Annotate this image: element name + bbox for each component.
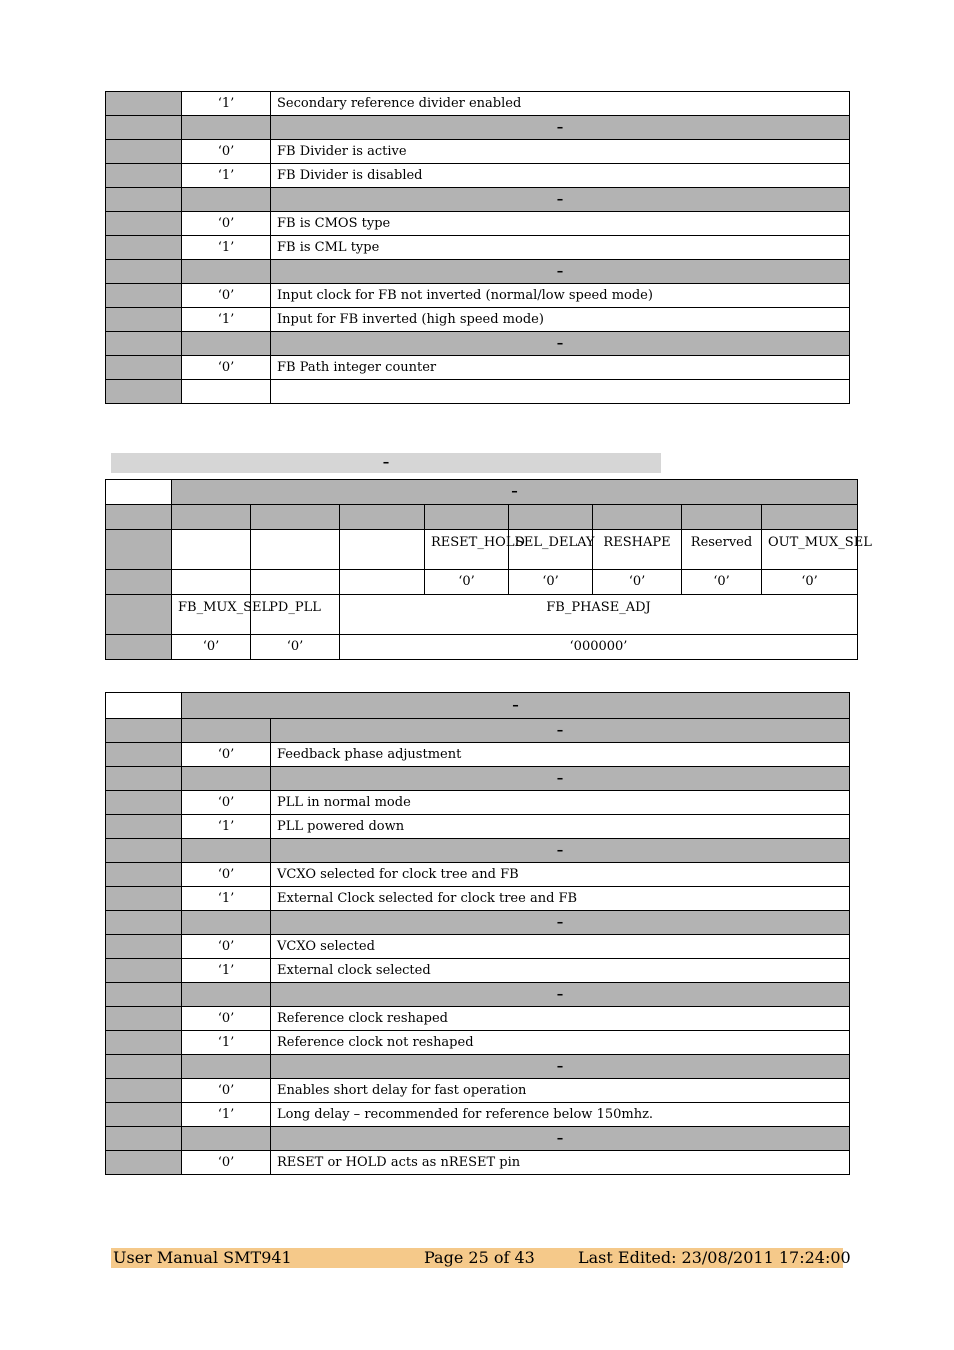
default-fb-mux-sel: ‘0’ — [172, 635, 251, 660]
field-cell — [182, 839, 271, 863]
value-row — [106, 92, 850, 116]
bit-description: VCXO selected for clock tree and FB — [271, 863, 850, 887]
value-row — [106, 1031, 850, 1055]
bit-label-cell — [106, 815, 182, 839]
bit-value: ‘0’ — [182, 743, 271, 767]
field-cell — [182, 332, 271, 356]
bit-label-cell — [106, 719, 182, 743]
bit-description: RESET or HOLD acts as nRESET pin — [271, 1151, 850, 1175]
field-cell — [182, 260, 271, 284]
field-title: – — [271, 1127, 850, 1151]
register-map-table — [105, 479, 872, 660]
bit-label-cell — [106, 1007, 182, 1031]
bit-description: FB is CMOS type — [271, 212, 850, 236]
value-row — [106, 1151, 850, 1175]
bit-description: Feedback phase adjustment — [271, 743, 850, 767]
default-reset-hold: ‘0’ — [425, 570, 509, 595]
register-header: – — [172, 480, 858, 505]
footer-last-edited: Last Edited: 23/08/2011 17:24:00 — [578, 1248, 851, 1267]
value-row — [106, 743, 850, 767]
register-bits-table-1 — [105, 91, 850, 404]
field-header-row — [106, 839, 850, 863]
bit-label-cell — [106, 356, 182, 380]
field-title: – — [271, 839, 850, 863]
field-title: – — [271, 1055, 850, 1079]
bit-label-cell — [106, 767, 182, 791]
value-row — [106, 1079, 850, 1103]
bit-value: ‘1’ — [182, 815, 271, 839]
bit-description: Reference clock reshaped — [271, 1007, 850, 1031]
bit-description: PLL in normal mode — [271, 791, 850, 815]
field-header-row — [106, 116, 850, 140]
value-row — [106, 164, 850, 188]
bit-name-sel-delay: SEL_DELAY — [509, 530, 593, 570]
footer-page-number: Page 25 of 43 — [424, 1248, 535, 1267]
bit-label-cell — [106, 284, 182, 308]
bit-label-cell — [106, 1127, 182, 1151]
bit-description: Input clock for FB not inverted (normal/low speed mode) — [271, 284, 850, 308]
default-cell — [172, 570, 251, 595]
bit-description: External clock selected — [271, 959, 850, 983]
bit-value: ‘1’ — [182, 308, 271, 332]
field-cell — [182, 767, 271, 791]
bit-label-cell — [106, 743, 182, 767]
bit-index-cell — [509, 505, 593, 530]
bit-description: FB Divider is disabled — [271, 164, 850, 188]
bit-name-cell — [251, 530, 340, 570]
bit-index-cell — [682, 505, 762, 530]
bit-label-cell — [106, 164, 182, 188]
bit-name-reshape: RESHAPE — [593, 530, 682, 570]
bit-description: Reference clock not reshaped — [271, 1031, 850, 1055]
bit-label-cell — [106, 911, 182, 935]
field-title: – — [271, 332, 850, 356]
bit-name-pd-pll: PD_PLL — [251, 595, 340, 635]
bit-label-cell — [106, 887, 182, 911]
corner-cell — [106, 480, 172, 505]
default-fb-phase-adj: ‘000000’ — [340, 635, 858, 660]
field-cell — [182, 983, 271, 1007]
bit-description: PLL powered down — [271, 815, 850, 839]
value-row — [106, 284, 850, 308]
bit-label-cell — [106, 140, 182, 164]
bit-description: Long delay – recommended for reference below 150mhz. — [271, 1103, 850, 1127]
default-cell — [340, 570, 425, 595]
bit-label-cell — [106, 839, 182, 863]
bit-value: ‘0’ — [182, 1151, 271, 1175]
bit-value: ‘0’ — [182, 935, 271, 959]
value-row — [106, 935, 850, 959]
field-title: – — [271, 983, 850, 1007]
bit-index-cell — [251, 505, 340, 530]
page-footer — [111, 1248, 851, 1268]
bit-name-fb-phase-adj: FB_PHASE_ADJ — [340, 595, 858, 635]
bit-label-cell — [106, 791, 182, 815]
bit-label-cell — [106, 116, 182, 140]
bit-label-cell — [106, 212, 182, 236]
field-title: – — [271, 188, 850, 212]
bit-value: ‘0’ — [182, 1079, 271, 1103]
bit-index-cell — [340, 505, 425, 530]
bit-label-cell — [106, 983, 182, 1007]
default-sel-delay: ‘0’ — [509, 570, 593, 595]
bit-description: FB Divider is active — [271, 140, 850, 164]
bit-label-cell — [106, 308, 182, 332]
field-header-row — [106, 911, 850, 935]
value-row — [106, 959, 850, 983]
register-header: – — [182, 693, 850, 719]
bit-name-label — [106, 595, 172, 635]
field-header-row — [106, 260, 850, 284]
value-row — [106, 1007, 850, 1031]
value-row — [106, 380, 850, 404]
bit-index-cell — [762, 505, 858, 530]
bit-value: ‘1’ — [182, 959, 271, 983]
bit-value: ‘0’ — [182, 284, 271, 308]
bit-value: ‘0’ — [182, 212, 271, 236]
register-bits-table-2 — [105, 692, 850, 1175]
field-header-row — [106, 767, 850, 791]
value-row — [106, 308, 850, 332]
bit-label-cell — [106, 236, 182, 260]
bit-label-cell — [106, 1103, 182, 1127]
bit-description: VCXO selected — [271, 935, 850, 959]
default-label — [106, 635, 172, 660]
register-caption: – — [111, 453, 661, 473]
bit-label-cell — [106, 863, 182, 887]
field-cell — [182, 188, 271, 212]
bit-description: Enables short delay for fast operation — [271, 1079, 850, 1103]
bit-description: Input for FB inverted (high speed mode) — [271, 308, 850, 332]
value-row — [106, 140, 850, 164]
bit-label-cell — [106, 935, 182, 959]
bit-label-cell — [106, 260, 182, 284]
default-cell — [251, 570, 340, 595]
bit-name-fb-mux-sel: FB_MUX_SEL — [172, 595, 251, 635]
bit-name-reserved: Reserved — [682, 530, 762, 570]
value-row — [106, 236, 850, 260]
corner-cell — [106, 693, 182, 719]
bit-description — [271, 380, 850, 404]
bit-value: ‘1’ — [182, 164, 271, 188]
bit-value: ‘0’ — [182, 1007, 271, 1031]
bit-name-out-mux-sel: OUT_MUX_SEL — [762, 530, 858, 570]
value-row — [106, 863, 850, 887]
bit-description: FB Path integer counter — [271, 356, 850, 380]
bit-value: ‘1’ — [182, 236, 271, 260]
bit-label-cell — [106, 1151, 182, 1175]
field-header-row — [106, 719, 850, 743]
bit-value: ‘1’ — [182, 1031, 271, 1055]
bit-label-cell — [106, 959, 182, 983]
bit-value — [182, 380, 271, 404]
bit-value: ‘1’ — [182, 1103, 271, 1127]
bit-value: ‘0’ — [182, 863, 271, 887]
field-header-row — [106, 188, 850, 212]
bit-label-cell — [106, 92, 182, 116]
bit-label-cell — [106, 1055, 182, 1079]
bit-value: ‘1’ — [182, 887, 271, 911]
bit-label-cell — [106, 188, 182, 212]
field-title: – — [271, 116, 850, 140]
field-cell — [182, 719, 271, 743]
bit-label-cell — [106, 332, 182, 356]
bit-index-cell — [425, 505, 509, 530]
bit-value: ‘1’ — [182, 92, 271, 116]
bit-index-cell — [593, 505, 682, 530]
value-row — [106, 1103, 850, 1127]
value-row — [106, 815, 850, 839]
value-row — [106, 887, 850, 911]
field-cell — [182, 911, 271, 935]
field-title: – — [271, 767, 850, 791]
value-row — [106, 212, 850, 236]
default-label — [106, 570, 172, 595]
field-title: – — [271, 719, 850, 743]
footer-manual-title: User Manual SMT941 — [113, 1248, 292, 1267]
default-pd-pll: ‘0’ — [251, 635, 340, 660]
bit-value: ‘0’ — [182, 791, 271, 815]
default-out-mux-sel: ‘0’ — [762, 570, 858, 595]
field-cell — [182, 1127, 271, 1151]
bit-name-label — [106, 530, 172, 570]
bit-index-label — [106, 505, 172, 530]
bit-name-cell — [172, 530, 251, 570]
bit-value: ‘0’ — [182, 140, 271, 164]
bit-label-cell — [106, 1031, 182, 1055]
field-header-row — [106, 983, 850, 1007]
bit-name-cell — [340, 530, 425, 570]
field-cell — [182, 116, 271, 140]
field-cell — [182, 1055, 271, 1079]
field-title: – — [271, 260, 850, 284]
field-header-row — [106, 1127, 850, 1151]
bit-value: ‘0’ — [182, 356, 271, 380]
bit-name-reset-hold: RESET_HOLD — [425, 530, 509, 570]
bit-label-cell — [106, 380, 182, 404]
default-reserved: ‘0’ — [682, 570, 762, 595]
bit-description: FB is CML type — [271, 236, 850, 260]
field-title: – — [271, 911, 850, 935]
bit-index-cell — [172, 505, 251, 530]
value-row — [106, 356, 850, 380]
field-header-row — [106, 1055, 850, 1079]
default-reshape: ‘0’ — [593, 570, 682, 595]
bit-description: External Clock selected for clock tree and FB — [271, 887, 850, 911]
value-row — [106, 791, 850, 815]
bit-description: Secondary reference divider enabled — [271, 92, 850, 116]
field-header-row — [106, 332, 850, 356]
bit-label-cell — [106, 1079, 182, 1103]
